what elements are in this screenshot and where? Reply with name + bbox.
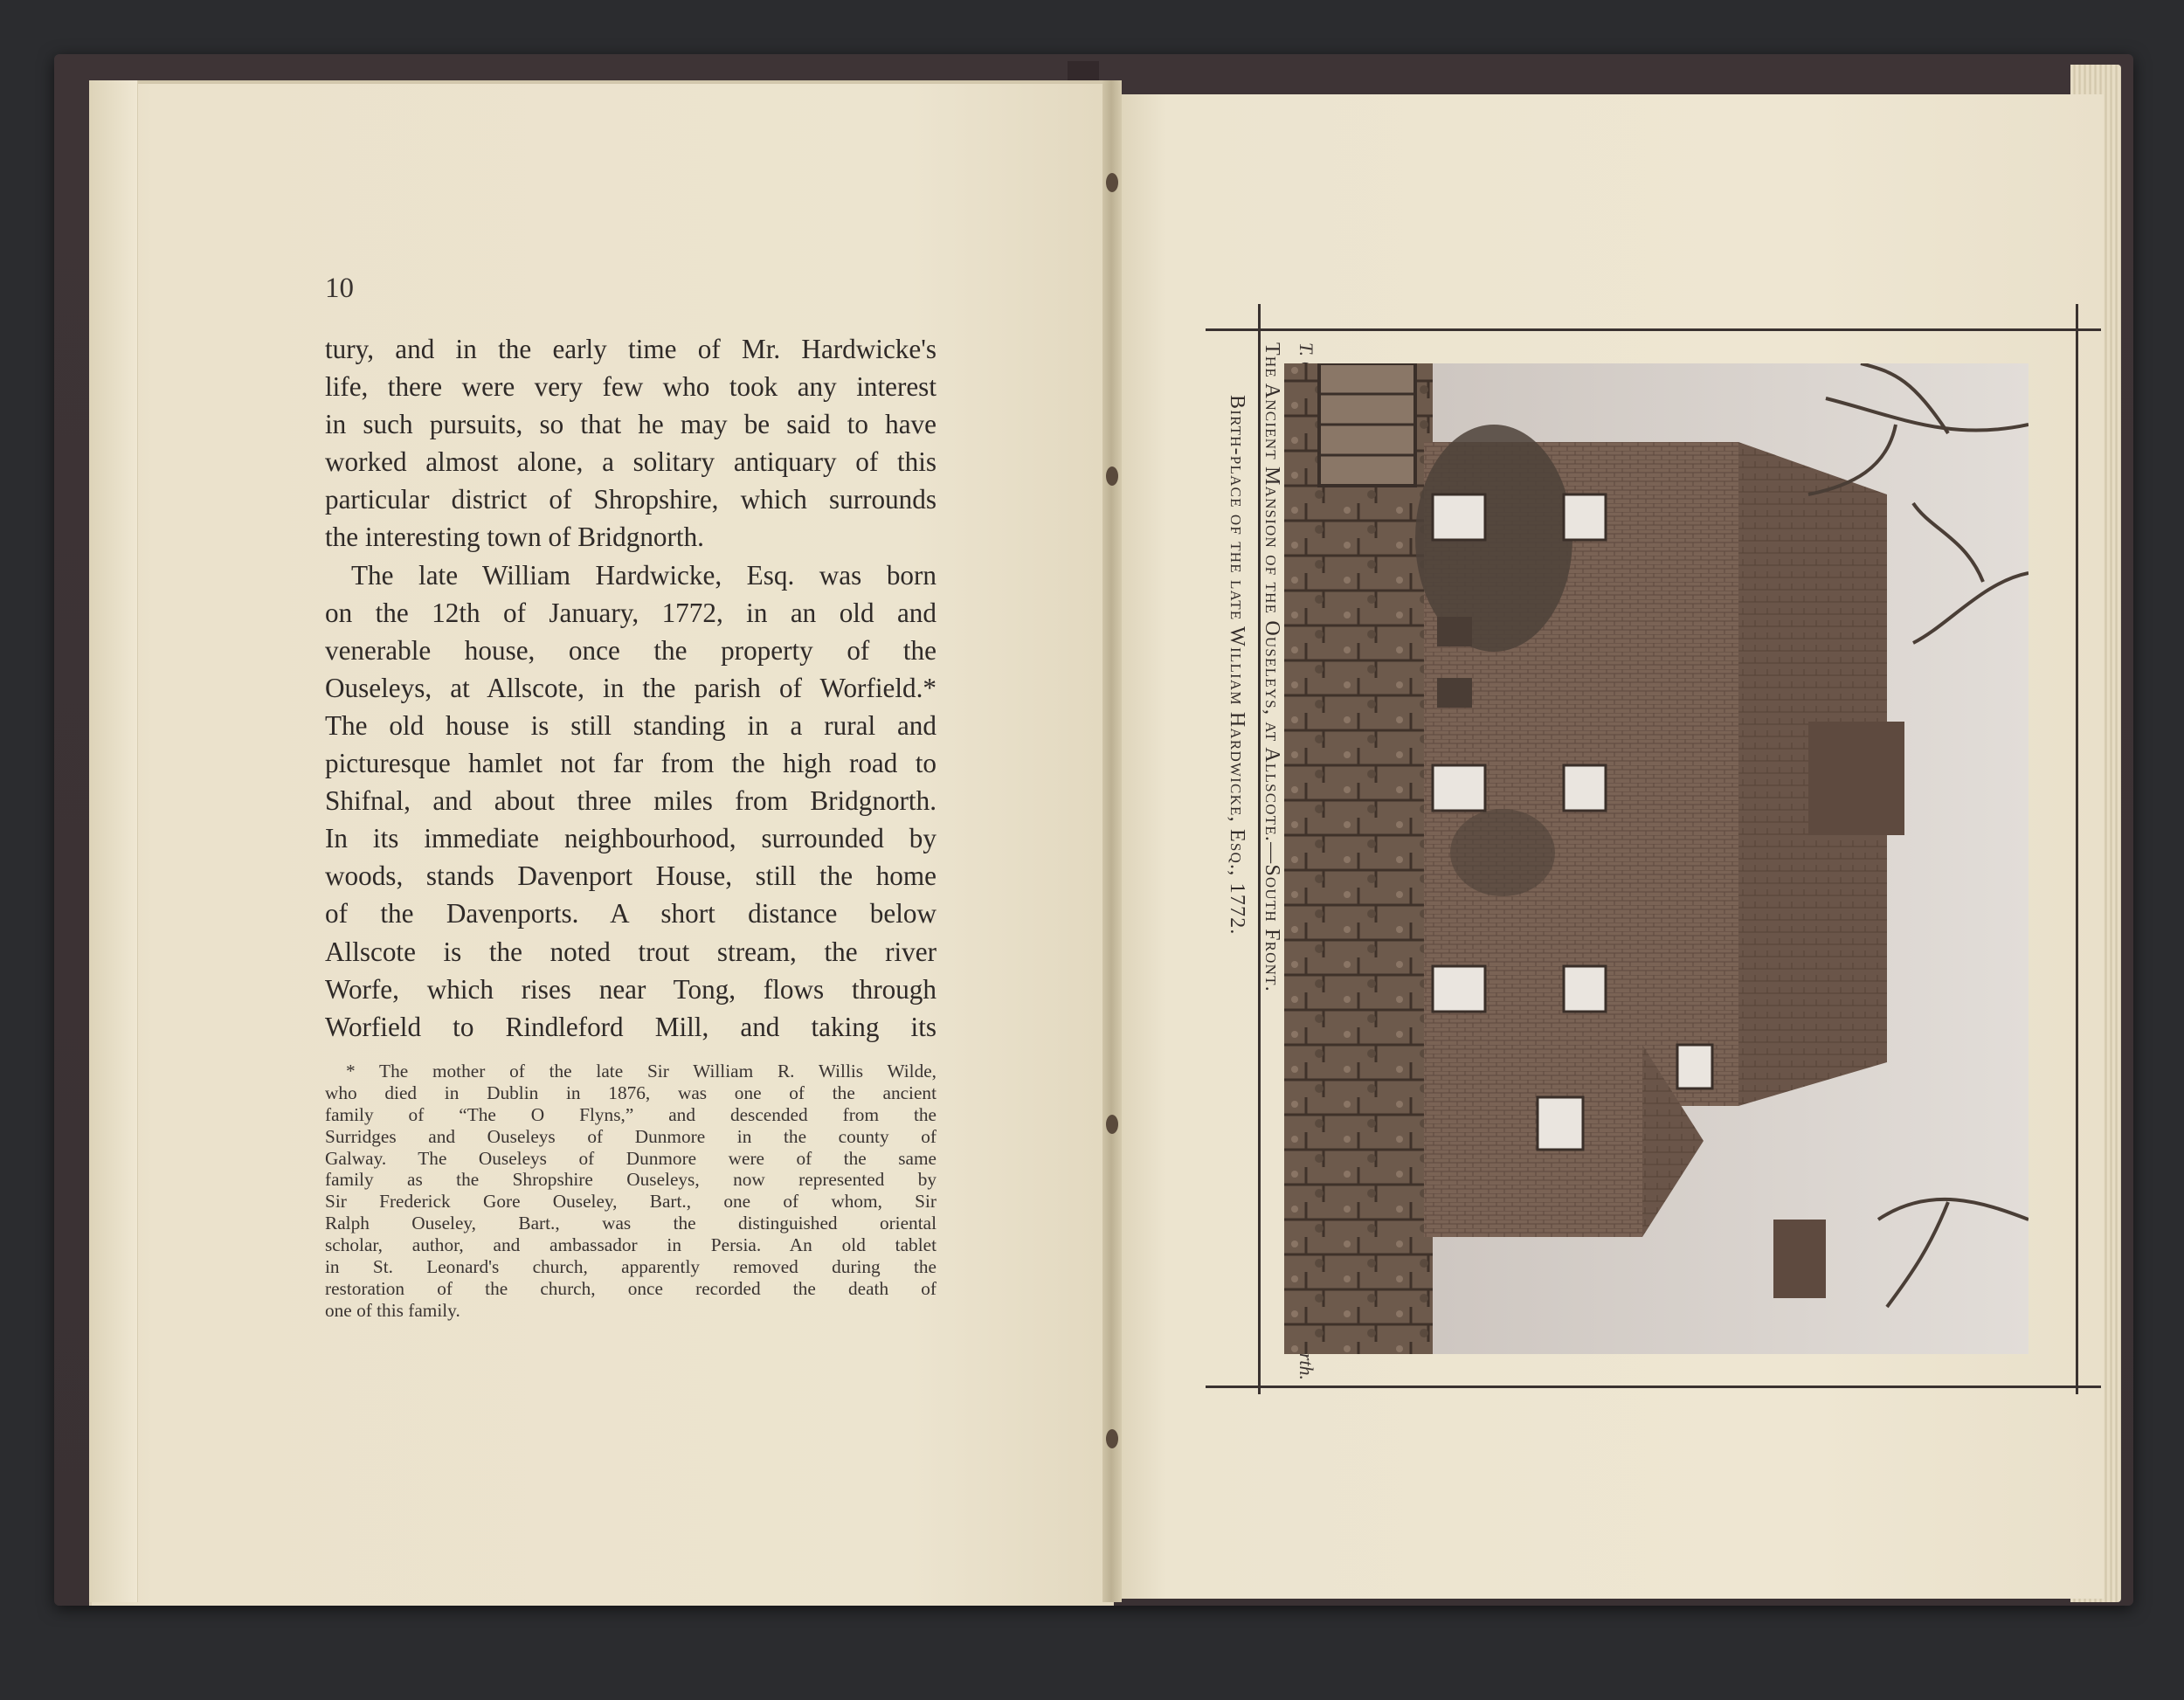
body-line: In its immediate neighbourhood, surrounded by — [325, 823, 936, 854]
footnote-line: Ralph Ouseley, Bart., was the distinguished oriental — [325, 1213, 936, 1234]
footnote-line: Surridges and Ouseleys of Dunmore in the county of — [325, 1125, 936, 1147]
body-line: particular district of Shropshire, which surrounds — [325, 484, 936, 515]
footnote-line: * The mother of the late Sir William R. Willis Wilde, — [346, 1061, 936, 1082]
footnote-line: Sir Frederick Gore Ouseley, Bart., one of whom, Sir — [325, 1191, 936, 1213]
body-line: picturesque hamlet not far from the high road to — [325, 748, 936, 779]
caption-subtitle: Birth-place of the late William Hardwicke, Esq., 1772. — [1226, 395, 1248, 936]
gutter — [1102, 80, 1122, 1602]
caption-title: The Ancient Mansion of the Ouseleys, at Allscote.—South Front. — [1261, 342, 1283, 992]
left-page-edge — [89, 80, 138, 1602]
body-line: woods, stands Davenport House, still the home — [325, 860, 936, 892]
footnote-line: scholar, author, and ambassador in Persia. An old tablet — [325, 1234, 936, 1256]
body-line: the interesting town of Bridgnorth. — [325, 522, 704, 553]
body-line: Shifnal, and about three miles from Bridgnorth. — [325, 785, 936, 817]
footnote-line: who died in Dublin in 1876, was one of the ancient — [325, 1082, 936, 1103]
mansion-photograph-icon — [1284, 363, 2028, 1354]
body-line: The late William Hardwicke, Esq. was born — [351, 559, 936, 591]
mansion-photograph — [1284, 363, 2028, 1354]
body-line: Worfe, which rises near Tong, flows through — [325, 973, 936, 1005]
body-line: of the Davenports. A short distance below — [325, 898, 936, 929]
plate-rule-right — [2076, 304, 2078, 1394]
footnote-line: restoration of the church, once recorded the death of — [325, 1277, 936, 1299]
binding-stitch — [1106, 173, 1118, 192]
page-number: 10 — [325, 273, 354, 304]
binding-stitch — [1106, 466, 1118, 486]
body-line: on the 12th of January, 1772, in an old and — [325, 597, 936, 628]
body-line: tury, and in the early time of Mr. Hardwicke's — [325, 334, 936, 364]
body-text — [325, 330, 936, 1046]
body-line: life, there were very few who took any interest — [325, 371, 936, 403]
binding-stitch — [1106, 1429, 1118, 1448]
body-line: Ouseleys, at Allscote, in the parish of Worfield.* — [325, 672, 936, 703]
plate-rule-bottom — [1206, 1386, 2101, 1388]
footnote-line: family of “The O Flyns,” and descended from the — [325, 1103, 936, 1125]
body-line: Worfield to Rindleford Mill, and taking its — [325, 1011, 936, 1042]
body-line: The old house is still standing in a rural and — [325, 709, 936, 741]
footnote — [325, 1061, 936, 1322]
body-line: Allscote is the noted trout stream, the river — [325, 936, 936, 967]
body-line: in such pursuits, so that he may be said to have — [325, 409, 936, 440]
footnote-line: family as the Shropshire Ouseleys, now represented by — [325, 1169, 936, 1191]
footnote-line: Galway. The Ouseleys of Dunmore were of the same — [325, 1147, 936, 1169]
footnote-line: one of this family. — [325, 1299, 460, 1321]
body-line: venerable house, once the property of the — [325, 634, 936, 666]
footnote-line: in St. Leonard's church, apparently removed during the — [325, 1256, 936, 1278]
body-line: worked almost alone, a solitary antiquary of this — [325, 446, 936, 478]
plate-rule-top — [1206, 328, 2101, 331]
binding-stitch — [1106, 1115, 1118, 1134]
